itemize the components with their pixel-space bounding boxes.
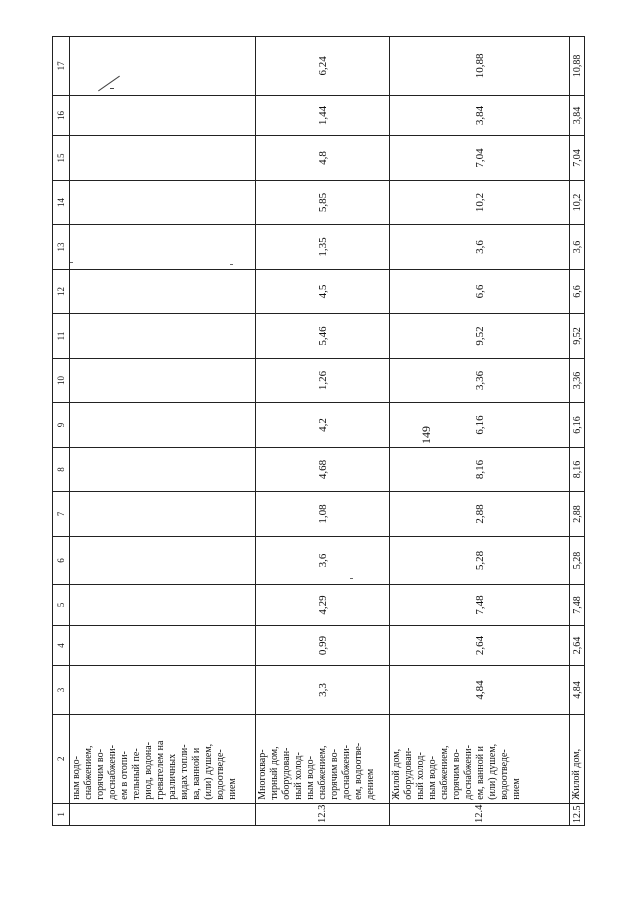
description-line: водоотведе- <box>215 749 226 800</box>
value-cell: 8,16 <box>570 447 585 492</box>
value-cell <box>70 625 256 665</box>
value-cell: 2,64 <box>570 625 585 665</box>
value-cell: 1,44 <box>256 95 390 135</box>
value-cell: 2,64 <box>390 625 570 665</box>
value-cell: 6,24 <box>256 37 390 96</box>
header-cell: 10 <box>53 358 70 403</box>
value-cell <box>70 447 256 492</box>
header-cell: 5 <box>53 585 70 625</box>
header-cell: 13 <box>53 225 70 270</box>
value-cell: 10,88 <box>390 37 570 96</box>
value-cell <box>70 536 256 585</box>
table-row <box>256 37 390 826</box>
value-cell: 4,29 <box>256 585 390 625</box>
scan-speck <box>230 264 233 265</box>
description-line: снабжением, <box>317 745 328 800</box>
description-cell <box>256 714 390 803</box>
value-cell: 7,04 <box>390 136 570 181</box>
description-line: гревателем на <box>155 740 166 800</box>
header-cell: 12 <box>53 269 70 314</box>
value-cell <box>70 269 256 314</box>
value-cell: 2,88 <box>570 492 585 537</box>
value-cell: 10,2 <box>390 180 570 225</box>
value-cell: 4,68 <box>256 447 390 492</box>
value-cell: 1,35 <box>256 225 390 270</box>
value-cell: 3,36 <box>570 358 585 403</box>
value-cell: 3,3 <box>256 666 390 715</box>
pen-mark <box>110 88 114 89</box>
rotated-table-container <box>52 36 583 826</box>
value-cell <box>70 666 256 715</box>
value-cell: 3,84 <box>390 95 570 135</box>
value-cell: 4,2 <box>256 403 390 448</box>
description-line: ва, ванной и <box>191 747 202 800</box>
header-row <box>53 37 70 826</box>
description-line: доснабжени- <box>463 745 474 800</box>
description-line: риод, водона- <box>143 742 154 800</box>
value-cell: 1,26 <box>256 358 390 403</box>
value-cell: 9,52 <box>390 314 570 359</box>
description-line: ным водо- <box>427 756 438 800</box>
description-line: (или) душем, <box>487 743 498 800</box>
value-cell <box>70 136 256 181</box>
description-line: оборудован- <box>281 747 292 800</box>
value-cell: 7,04 <box>570 136 585 181</box>
value-cell: 5,28 <box>390 536 570 585</box>
row-number-cell <box>70 803 256 825</box>
value-cell: 7,48 <box>570 585 585 625</box>
scan-speck <box>350 578 353 579</box>
value-cell: 7,48 <box>390 585 570 625</box>
table-row <box>570 37 585 826</box>
header-cell: 6 <box>53 536 70 585</box>
value-cell <box>70 37 256 96</box>
description-line: снабжением, <box>83 745 94 800</box>
value-cell: 4,8 <box>256 136 390 181</box>
description-line: видах топли- <box>179 744 190 800</box>
description-line: ем, ванной и <box>475 746 486 800</box>
value-cell: 6,6 <box>390 269 570 314</box>
value-cell <box>70 403 256 448</box>
value-cell: 5,46 <box>256 314 390 359</box>
value-cell: 10,88 <box>570 37 585 96</box>
header-cell: 17 <box>53 37 70 96</box>
description-line: ем в отопи- <box>119 751 130 800</box>
header-cell: 7 <box>53 492 70 537</box>
value-cell: 5,85 <box>256 180 390 225</box>
value-cell <box>70 585 256 625</box>
value-cell: 3,84 <box>570 95 585 135</box>
description-line: тельный пе- <box>131 748 142 800</box>
value-cell: 8,16 <box>390 447 570 492</box>
value-cell: 2,88 <box>390 492 570 537</box>
value-cell: 1,08 <box>256 492 390 537</box>
table-row <box>390 37 570 826</box>
value-cell: 3,6 <box>256 536 390 585</box>
description-line: ем, водоотве- <box>353 742 364 800</box>
description-line: (или) душем, <box>203 743 214 800</box>
page-number: 149 <box>419 426 433 444</box>
header-cell: 1 <box>53 803 70 825</box>
value-cell <box>70 492 256 537</box>
description-line: дением <box>365 768 376 800</box>
description-line: горячим во- <box>329 749 340 800</box>
header-cell: 9 <box>53 403 70 448</box>
table-row <box>70 37 256 826</box>
description-line: водоотведе- <box>499 749 510 800</box>
header-cell: 2 <box>53 714 70 803</box>
description-line: оборудован- <box>403 747 414 800</box>
value-cell: 6,6 <box>570 269 585 314</box>
header-cell: 16 <box>53 95 70 135</box>
value-cell: 5,28 <box>570 536 585 585</box>
header-cell: 8 <box>53 447 70 492</box>
header-cell: 14 <box>53 180 70 225</box>
description-line: ным водо- <box>305 756 316 800</box>
header-cell: 3 <box>53 666 70 715</box>
description-cell <box>570 714 585 803</box>
description-line: горячим во- <box>451 749 462 800</box>
description-line: горячим во- <box>95 749 106 800</box>
tariff-table <box>52 36 585 826</box>
description-line: снабжением, <box>439 745 450 800</box>
value-cell: 3,6 <box>570 225 585 270</box>
value-cell: 6,16 <box>390 403 570 448</box>
header-cell: 11 <box>53 314 70 359</box>
description-cell <box>70 714 256 803</box>
description-line: ным водо- <box>71 756 82 800</box>
description-line: ный холод- <box>415 752 426 800</box>
value-cell: 3,6 <box>390 225 570 270</box>
header-cell: 4 <box>53 625 70 665</box>
value-cell <box>70 225 256 270</box>
value-cell: 6,16 <box>570 403 585 448</box>
description-line: нием <box>227 778 238 800</box>
row-number-cell: 12.3 <box>256 803 390 825</box>
value-cell: 4,84 <box>570 666 585 715</box>
description-line: ный холод- <box>293 752 304 800</box>
value-cell: 10,2 <box>570 180 585 225</box>
value-cell <box>70 180 256 225</box>
scan-speck <box>70 262 73 263</box>
value-cell: 4,5 <box>256 269 390 314</box>
description-line: Жилой дом, <box>391 748 402 800</box>
value-cell: 3,36 <box>390 358 570 403</box>
value-cell <box>70 358 256 403</box>
description-cell <box>390 714 570 803</box>
description-line: различных <box>167 753 178 800</box>
header-cell: 15 <box>53 136 70 181</box>
description-line: доснабжени- <box>107 745 118 800</box>
description-line: Жилой дом, <box>571 748 582 800</box>
row-number-cell: 12.4 <box>390 803 570 825</box>
value-cell: 0,99 <box>256 625 390 665</box>
row-number-cell: 12.5 <box>570 803 585 825</box>
value-cell <box>70 314 256 359</box>
description-line: Многоквар- <box>257 749 268 800</box>
description-line: доснабжени- <box>341 745 352 800</box>
value-cell: 4,84 <box>390 666 570 715</box>
description-line: тирный дом, <box>269 746 280 800</box>
value-cell <box>70 95 256 135</box>
value-cell: 9,52 <box>570 314 585 359</box>
description-line: нием <box>511 778 522 800</box>
